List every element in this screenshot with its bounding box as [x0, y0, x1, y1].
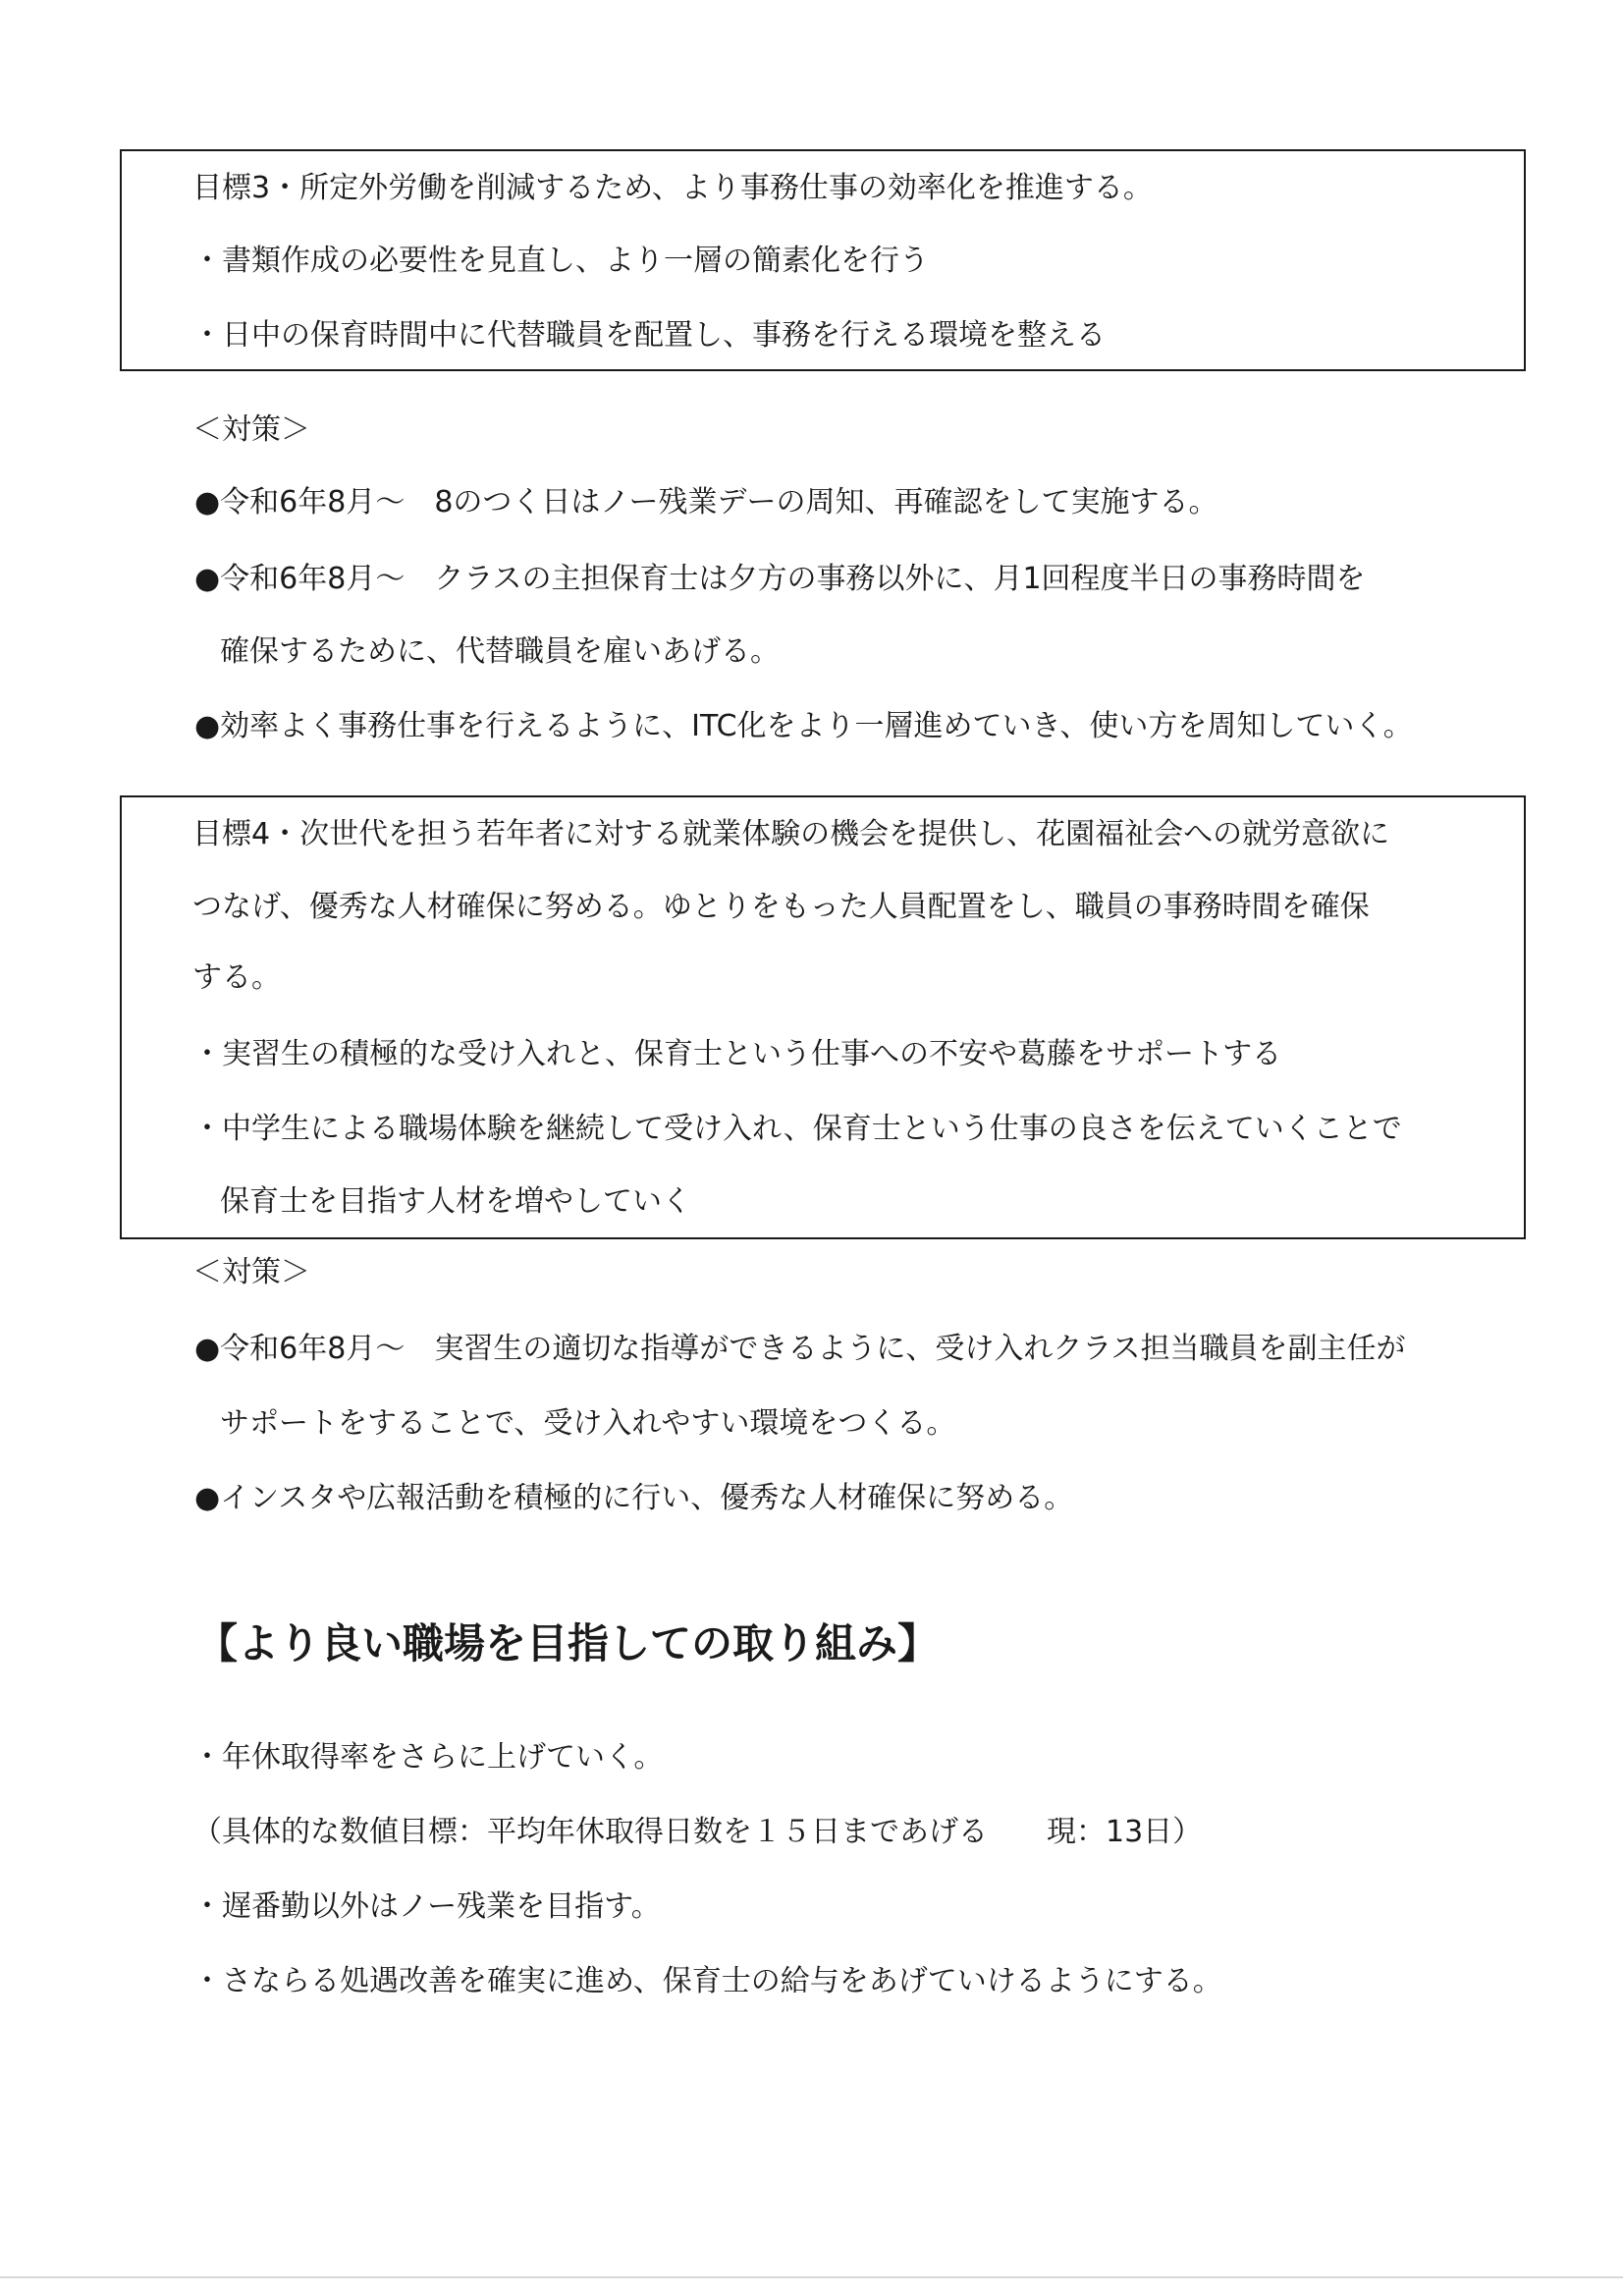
goal-3-item: ・日中の保育時間中に代替職員を配置し、事務を行える環境を整える [192, 318, 1106, 353]
measure-line: ●令和6年8月～ クラスの主担保育士は夕方の事務以外に、月1回程度半日の事務時間を [194, 562, 1366, 596]
goal-4-title: する。 [192, 960, 281, 995]
measure-line: ●インスタや広報活動を積極的に行い、優秀な人材確保に努める。 [194, 1481, 1074, 1515]
goal-4-box [120, 795, 1526, 1239]
measure-line: ●令和6年8月～ 実習生の適切な指導ができるように、受け入れクラス担当職員を副主任が [194, 1332, 1406, 1366]
workplace-line: ・さならる処遇改善を確実に進め、保育士の給与をあげていけるようにする。 [192, 1964, 1222, 1998]
workplace-line: ・遅番勤以外はノー残業を目指す。 [192, 1889, 661, 1924]
measure-line: ●令和6年8月～ 8のつく日はノー残業デーの周知、再確認をして実施する。 [194, 485, 1218, 519]
goal-3-title: 目標3・所定外労働を削減するため、より事務仕事の効率化を推進する。 [192, 171, 1153, 205]
goal-4-title: つなげ、優秀な人材確保に努める。ゆとりをもった人員配置をし、職員の事務時間を確保 [192, 890, 1370, 924]
section-heading: 【より良い職場を目指しての取り組み】 [196, 1619, 940, 1667]
goal-4-item: ・中学生による職場体験を継続して受け入れ、保育士という仕事の良さを伝えていくことで [192, 1112, 1402, 1146]
goal-4-item: ・実習生の積極的な受け入れと、保育士という仕事への不安や葛藤をサポートする [192, 1037, 1282, 1071]
goal-3-item: ・書類作成の必要性を見直し、より一層の簡素化を行う [192, 244, 929, 278]
measures-label: ＜対策＞ [192, 1255, 310, 1289]
workplace-line: ・年休取得率をさらに上げていく。 [192, 1740, 664, 1775]
measure-line: サポートをすることで、受け入れやすい環境をつくる。 [220, 1406, 956, 1441]
goal-4-title: 目標4・次世代を担う若年者に対する就業体験の機会を提供し、花園福祉会への就労意欲に [192, 817, 1390, 851]
scan-edge-divider [0, 2276, 1623, 2278]
measure-line: 確保するために、代替職員を雇いあげる。 [220, 634, 780, 669]
measure-line: ●効率よく事務仕事を行えるように、ITC化をより一層進めていき、使い方を周知していく。 [194, 709, 1413, 743]
workplace-line: （具体的な数値目標：平均年休取得日数を１５日まであげる 現：13日） [192, 1815, 1203, 1849]
measures-label: ＜対策＞ [192, 412, 310, 447]
goal-4-item: 保育士を目指す人材を増やしていく [220, 1184, 691, 1219]
